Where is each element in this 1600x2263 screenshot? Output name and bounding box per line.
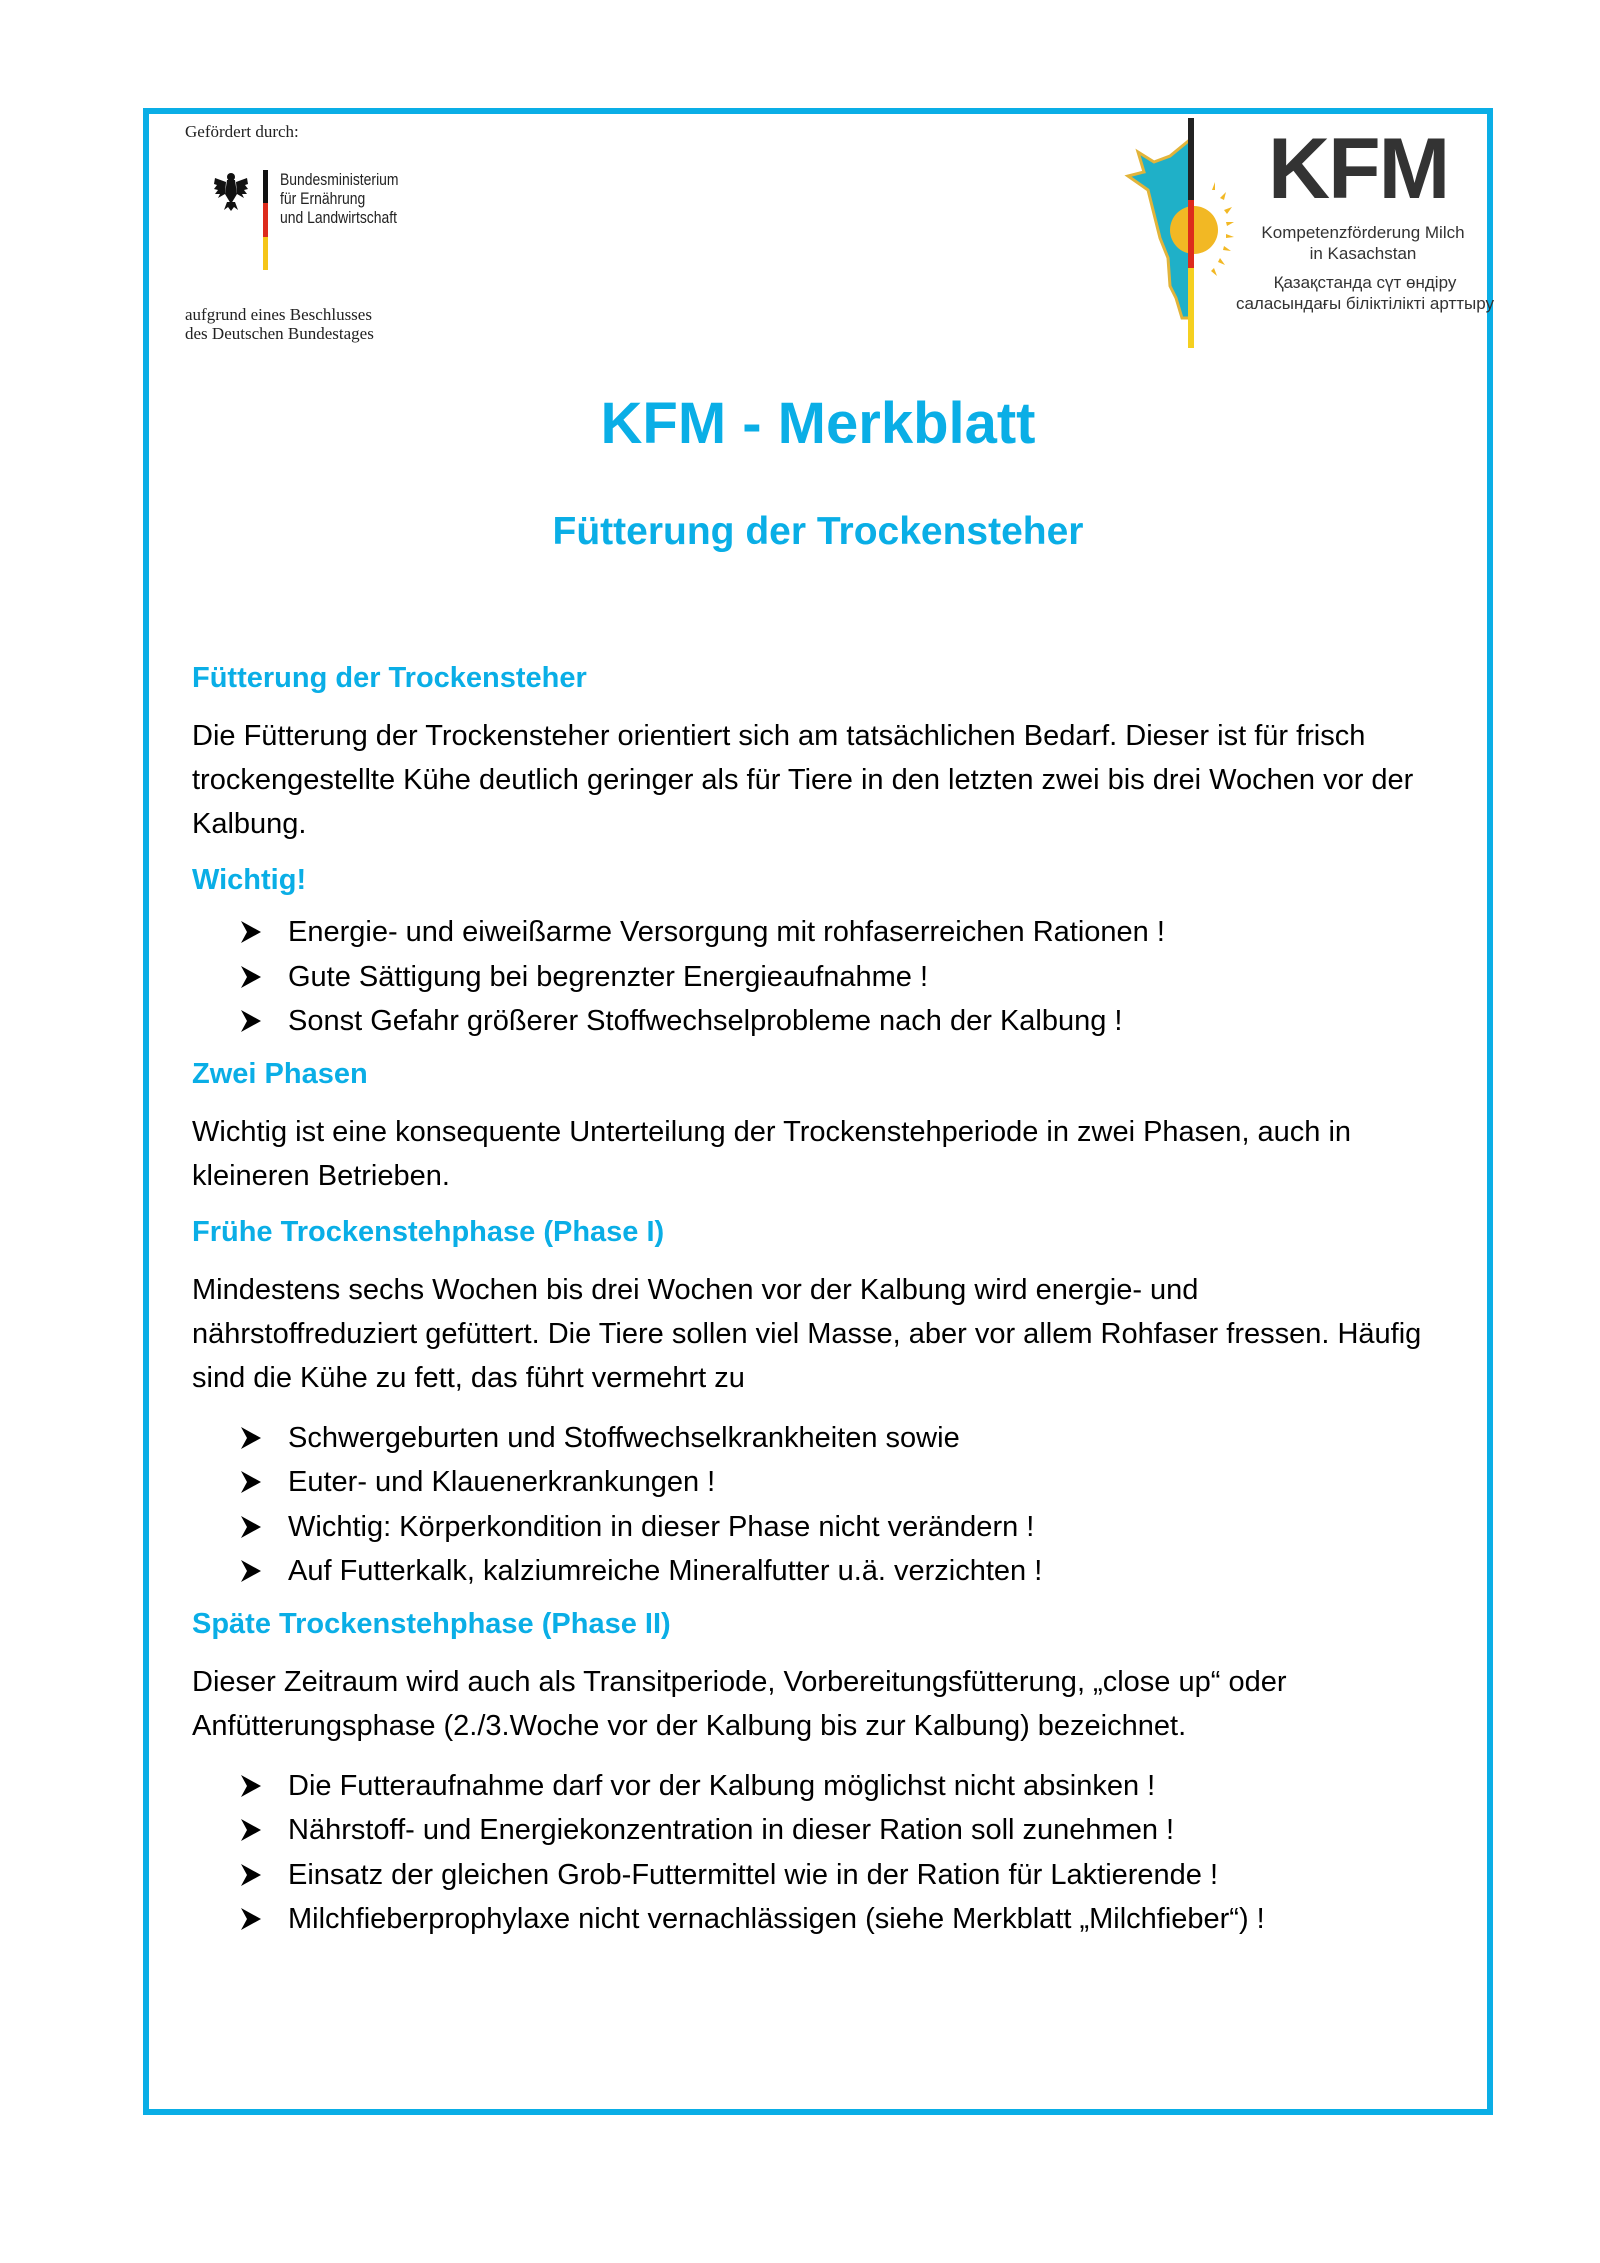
section-two-phases (192, 1056, 1422, 1198)
ministry-line: für Ernährung (280, 189, 366, 208)
arrowhead-bullet-icon (240, 1009, 262, 1033)
bullet-list (192, 1416, 1422, 1594)
arrowhead-bullet-icon (240, 1907, 262, 1931)
bullet-text: Einsatz der gleichen Grob-Futtermittel wie in der Ration für Laktierende ! (288, 1858, 1219, 1891)
list-item (240, 1549, 1422, 1594)
flag-red (263, 203, 268, 236)
arrowhead-bullet-icon (240, 1774, 262, 1798)
bullet-text: Die Futteraufnahme darf vor der Kalbung möglichst nicht absinken ! (288, 1769, 1156, 1802)
arrowhead-bullet-icon (240, 1515, 262, 1539)
kfm-german-line: in Kasachstan (1309, 244, 1417, 263)
bullet-text: Gute Sättigung bei begrenzter Energieaufnahme ! (288, 960, 929, 993)
arrowhead-bullet-icon (240, 1863, 262, 1887)
section-heading: Wichtig! (192, 864, 307, 896)
resolution-line: aufgrund eines Beschlusses (185, 305, 372, 324)
bullet-text: Energie- und eiweißarme Versorgung mit rohfaserreichen Rationen ! (288, 916, 1165, 948)
list-item (240, 955, 1422, 1000)
arrowhead-bullet-icon (240, 1559, 262, 1583)
arrowhead-bullet-icon (240, 920, 262, 944)
section-paragraph: Mindestens sechs Wochen bis drei Wochen vor der Kalbung wird energie- und nährstoffreduziert gefüttert. Die Tiere sollen viel Masse, aber vor allem Rohfaser fressen. Häufig sind die Kühe zu fett, das führt vermehrt zu (192, 1273, 1422, 1394)
federal-eagle-icon (213, 170, 249, 212)
arrowhead-bullet-icon (240, 1818, 262, 1842)
arrowhead-bullet-icon (240, 1426, 262, 1450)
bullet-list (192, 910, 1422, 1044)
document-title: KFM - Merkblatt (600, 391, 1036, 456)
bullet-text: Nährstoff- und Energiekonzentration in dieser Ration soll zunehmen ! (288, 1814, 1175, 1846)
ministry-logo (213, 170, 425, 270)
section-heading: Zwei Phasen (192, 1057, 368, 1090)
kfm-german-name (1248, 222, 1478, 264)
document-subtitle: Fütterung der Trockensteher (552, 510, 1084, 553)
german-flag-bar (263, 170, 268, 270)
kfm-kazakh-line: Қазақстанда сүт өндіру (1273, 273, 1457, 292)
list-item (240, 1764, 1422, 1809)
section-phase-one (192, 1214, 1422, 1594)
arrowhead-bullet-icon (240, 1470, 262, 1494)
bullet-text: Sonst Gefahr größerer Stoffwechselprobleme nach der Kalbung ! (288, 1005, 1123, 1037)
section-phase-two (192, 1606, 1422, 1942)
funding-block (185, 122, 399, 343)
funded-by-label: Gefördert durch: (185, 122, 299, 141)
bullet-text: Schwergeburten und Stoffwechselkrankheiten sowie (288, 1421, 960, 1454)
section-paragraph: Dieser Zeitraum wird auch als Transitperiode, Vorbereitungsfütterung, „close up“ oder Anfütterungsphase (2./3.Woche vor der Kalbung bis zur Kalbung) bezeichnet. (192, 1665, 1287, 1742)
list-item (240, 1416, 1422, 1461)
section-important (192, 862, 1422, 1044)
ministry-line: Bundesministerium (280, 170, 399, 189)
document-content (192, 660, 1422, 1954)
list-item (240, 1460, 1422, 1505)
bullet-text: Auf Futterkalk, kalziumreiche Mineralfutter u.ä. verzichten ! (288, 1555, 1043, 1587)
list-item (240, 1505, 1422, 1550)
flag-black (263, 170, 268, 203)
section-heading: Frühe Trockenstehphase (Phase I) (192, 1215, 665, 1248)
kfm-wordmark: KFM (1268, 121, 1449, 217)
list-item (240, 1853, 1422, 1898)
bullet-text: Wichtig: Körperkondition in dieser Phase nicht verändern ! (288, 1510, 1035, 1543)
kfm-logo (1120, 118, 1520, 348)
list-item (240, 1808, 1422, 1853)
arrowhead-bullet-icon (240, 965, 262, 989)
bullet-text: Euter- und Klauenerkrankungen ! (288, 1466, 716, 1498)
kfm-kazakh-name (1220, 272, 1510, 314)
bundestag-resolution (185, 305, 374, 343)
list-item (240, 1897, 1422, 1942)
section-heading: Fütterung der Trockensteher (192, 662, 587, 694)
flag-gold (263, 237, 268, 270)
bullet-text: Milchfieberprophylaxe nicht vernachlässigen (siehe Merkblatt „Milchfieber“) ! (288, 1903, 1265, 1935)
list-item (240, 999, 1422, 1044)
list-item (240, 910, 1422, 955)
kfm-kazakh-line: саласындағы біліктілікті арттыру (1235, 294, 1495, 313)
section-paragraph: Die Fütterung der Trockensteher orientiert sich am tatsächlichen Bedarf. Dieser ist für frisch trockengestellte Kühe deutlich geringer als für Tiere in den letzten zwei bis drei Wochen vor der Kalbung. (192, 720, 1414, 840)
bullet-list (192, 1764, 1422, 1942)
section-feeding (192, 660, 1422, 846)
section-heading: Späte Trockenstehphase (Phase II) (192, 1607, 671, 1640)
resolution-line: des Deutschen Bundestages (185, 324, 374, 343)
kfm-german-line: Kompetenzförderung Milch (1261, 223, 1465, 242)
ministry-line: und Landwirtschaft (280, 208, 398, 227)
ministry-name (280, 170, 399, 270)
section-paragraph: Wichtig ist eine konsequente Unterteilung der Trockenstehperiode in zwei Phasen, auch in kleineren Betrieben. (192, 1115, 1352, 1192)
